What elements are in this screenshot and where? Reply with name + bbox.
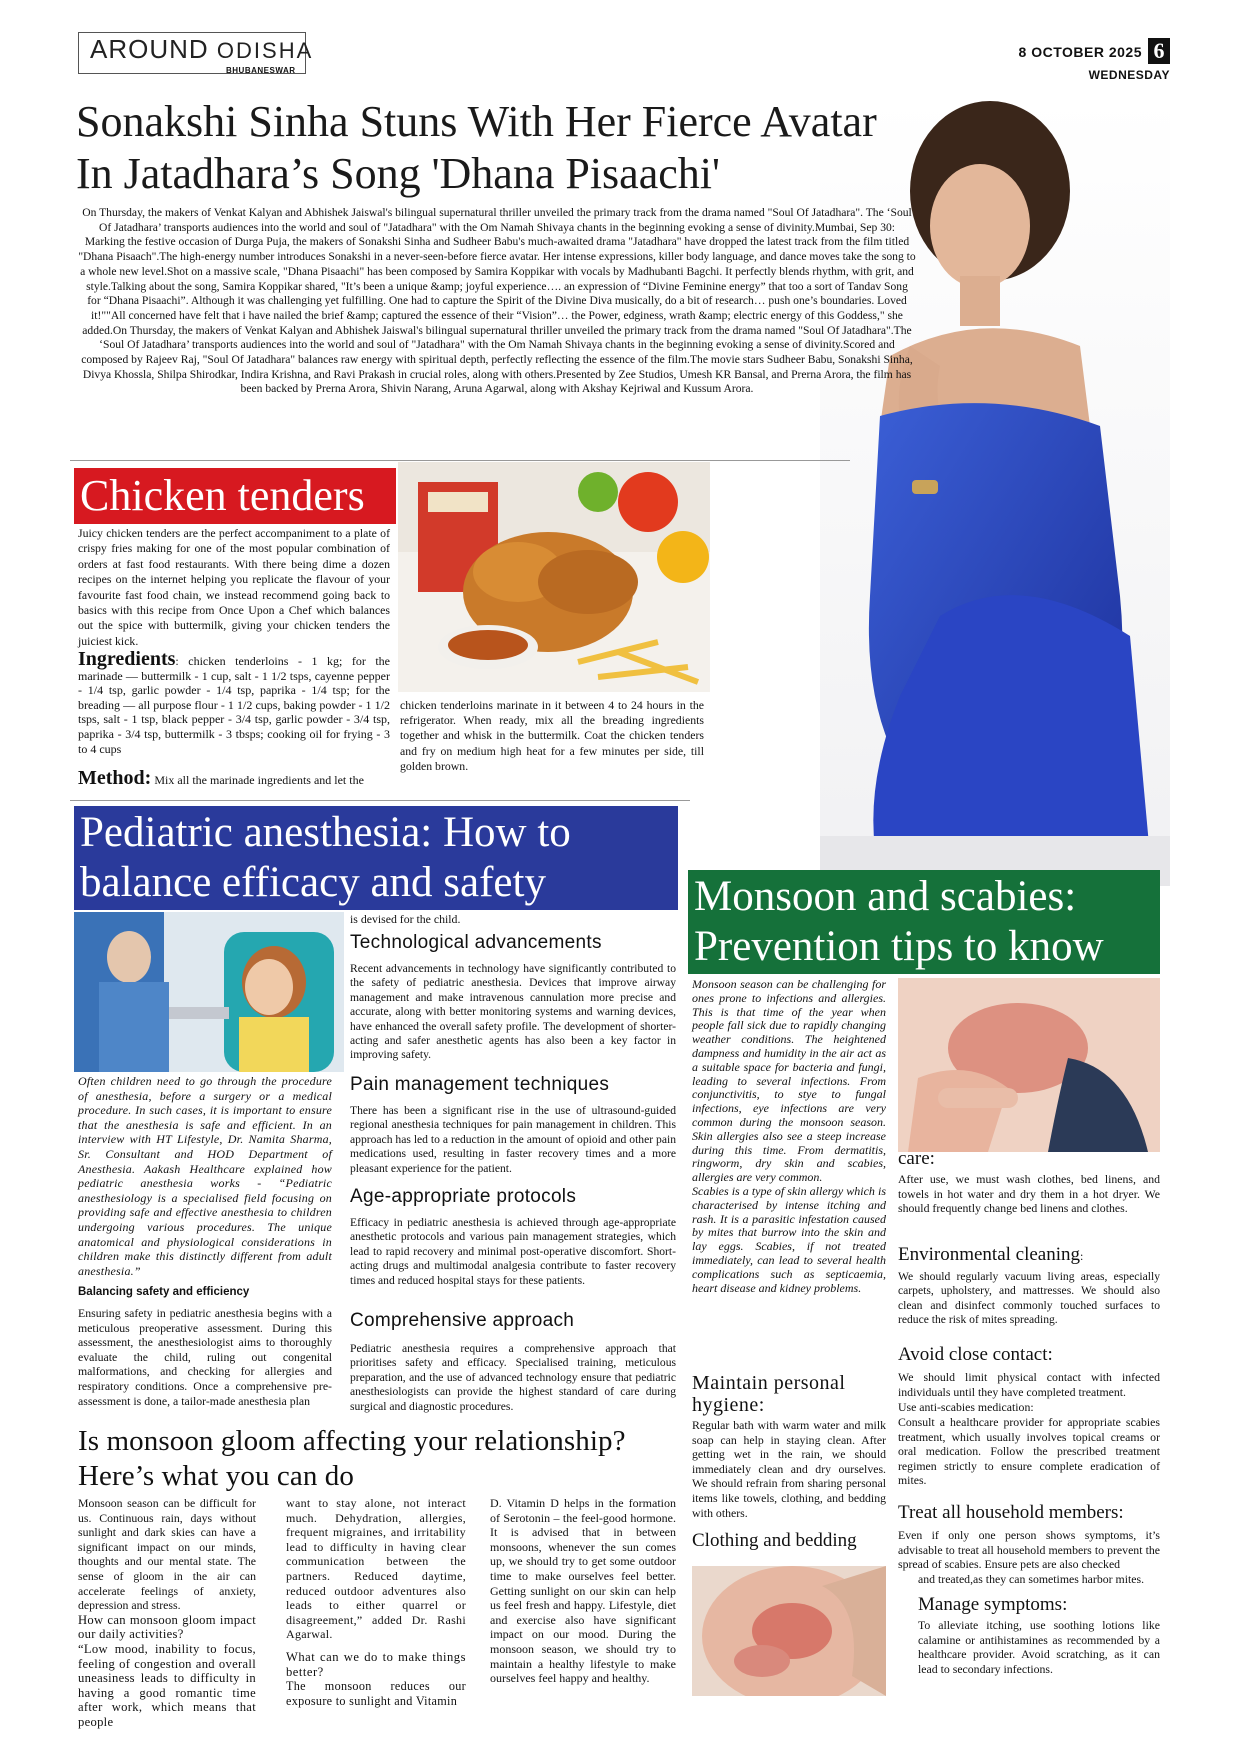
pediatric-photo (74, 912, 344, 1072)
divider-top (70, 460, 850, 461)
sonakshi-headline (76, 96, 936, 200)
scabies-intro2: Scabies is a type of skin allergy which is characterised by intense itching and rash. It is a parasitic infestation caused by mites that burrow into the skin and lay eggs. Scabies, if not treated immediately, can lead to several health complications such as septicaemia, heart disease and kidney problems. (692, 1183, 886, 1295)
scabies-intro: Monsoon season can be challenging for ones prone to infections and allergies. This is that time of the year when people fall sick due to rapidly changing weather conditions. The heightened dampness and humidity in the air act as a suitable space for bacteria and fungi, leading to several infections. From conjunctivitis, to stye to fungal infections, eye infections are very common during the monsoon season. Skin allergies also see a steep increase during this time. From dermatitis, ringworm, dry skin and scabies, allergies are very common. (692, 977, 886, 1185)
avoid-text: We should limit physical contact with infected individuals until they have completed treatment. (898, 1370, 1160, 1399)
manage-text: To alleviate itching, use soothing lotions like calamine or antihistamines as recommended by a healthcare provider. Avoid scratching, as it can lead to secondary infections. (918, 1618, 1160, 1676)
env-head (898, 1244, 1083, 1266)
chicken-intro: Juicy chicken tenders are the perfect accompaniment to a plate of crispy fries making for one of the most popular combination of orders at fast food restaurants. With there being dime a dozen recipes on the internet helping you replicate the flavour of your favourite fast food chain, we instead recommend going back to basics with this recipe from Once Upon a Chef which balances out the spice with buttermilk, giving your chicken tenders the juiciest kick. (78, 526, 390, 648)
env-head-text: Environmental cleaning (898, 1244, 1081, 1265)
env-head-colon: : (1080, 1249, 1084, 1263)
rash-photo-1 (898, 978, 1160, 1152)
care-text: After use, we must wash clothes, bed linens, and towels in hot water and dry them in a hot dryer. We should frequently change bed linens and clothes. (898, 1172, 1160, 1216)
env-text: We should regularly vacuum living areas, especially carpets, upholstery, and mattresses. We should also clean and disinfect commonly touched surfaces to reduce the risk of mites spreading. (898, 1270, 1160, 1327)
scabies-intro-block (692, 978, 886, 1295)
age-text: Efficacy in pediatric anesthesia is achieved through age-appropriate anesthetic protocols and various pain management strategies, which lead to rapid recovery and minimal post-operative discomfort. Short-acting drugs and multimodal analgesia contribute to faster recovery times and reduced hospital stays for these patients. (350, 1216, 676, 1287)
ingredients-label: Ingredients (78, 648, 176, 670)
pain-head: Pain management techniques (350, 1074, 610, 1095)
tech-head: Technological advancements (350, 932, 602, 953)
anti-head: Use anti-scabies medication: (898, 1400, 1034, 1414)
age-head: Age-appropriate protocols (350, 1186, 577, 1207)
chicken-headline: Chicken tenders (80, 471, 365, 520)
gloom-col2-text: want to stay alone, not interact much. Dehydration, allergies, frequent migraines, and irritability lead to difficulty in having clear communication between the partners. Reduced daytime, reduced outdoor adventures also leads to either quarrel or disagreement,” added Dr. Rashi Agarwal. (286, 1496, 466, 1642)
scabies-headline-bar (688, 870, 1160, 974)
treat-text: Even if only one person shows symptoms, it’s advisable to treat all household members to prevent the spread of scabies. Ensure pets are also checked (898, 1528, 1160, 1572)
weekday: WEDNESDAY (1088, 68, 1170, 82)
hygiene-text: Regular bath with warm water and milk soap can help in staying clean. After getting wet in the rain, we should immediately clean and dry ourselves. We should refrain from sharing personal items like towels, clothing, and bedding with others. (692, 1418, 886, 1520)
method-label: Method: (78, 767, 152, 789)
balancing-text: Ensuring safety in pediatric anesthesia begins with a meticulous preoperative assessment. During this assessment, the anesthesiologist aims to thoroughly evaluate the child, ruling out congenital malformations, and checking for allergies and respiratory conditions. Once a comprehensive pre-assessment is done, a tailor-made anesthesia plan (78, 1306, 332, 1408)
masthead-title (90, 34, 313, 65)
pediatric-headline-line2: balance efficacy and safety (80, 859, 546, 906)
scabies-headline (694, 870, 1160, 972)
gloom-col1 (78, 1496, 256, 1730)
gloom-col3 (490, 1496, 676, 1686)
treat-text-b: and treated,as they can sometimes harbor mites. (918, 1572, 1145, 1586)
page-number: 6 (1148, 38, 1170, 64)
clothing-head: Clothing and bedding (692, 1530, 857, 1551)
pediatric-intro: Often children need to go through the procedure of anesthesia, before a surgery or a medical procedure. In such cases, it is important to ensure that the anesthesia is safe and efficient. In an interview with HT Lifestyle, Dr. Namita Sharma, Sr. Consultant and HOD Department of Anesthesia. Aakash Healthcare explained how pediatric anesthesia works - “Pediatric anesthesiology is a specialised field focusing on providing safe and effective anesthesia to children undergoing various procedures. The unique anatomical and physiological considerations in children make this distinctly different from adult anesthesia.” (78, 1074, 332, 1278)
ingredients-text: : chicken tenderloins - 1 kg; for the marinade — buttermilk - 1 cup, salt - 1 1/2 tsps, cayenne pepper - 1/4 tsp, garlic powder - 1/4 tsp, paprika - 1/4 tsp; for the breading — all purpose flour - 1 1/2 cups, baking powder - 1 1/2 tsps, salt - 1 tsp, black pepper - 3/4 tsp, garlic powder - 3/4 tsp, paprika - 3/4 tsp, buttermilk - 3 tbsps; cooking oil for frying - 3 to 4 cups (78, 654, 390, 756)
masthead-subtitle: BHUBANESWAR (226, 66, 296, 75)
pediatric-cont: is devised for the child. (350, 912, 461, 926)
scabies-headline-line2: Prevention tips to know (694, 923, 1104, 970)
gloom-col2 (286, 1496, 466, 1708)
pediatric-headline-bar (74, 806, 678, 910)
gloom-headline-line1: Is monsoon gloom affecting your relationship? (78, 1425, 626, 1457)
sonakshi-headline-line2: In Jatadhara’s Song 'Dhana Pisaachi' (76, 149, 720, 198)
gloom-col2-text-b: The monsoon reduces our exposure to sunlight and Vitamin (286, 1679, 466, 1708)
hygiene-head: Maintain personal hygiene: (692, 1372, 846, 1416)
gloom-col1-question: How can monsoon gloom impact our daily activities? (78, 1612, 256, 1642)
gloom-headline (78, 1424, 688, 1494)
comp-text: Pediatric anesthesia requires a comprehensive approach that prioritises safety and efficacy. Specialised training, meticulous preparation, and the use of advanced technology ensure that pediatric anesthesiologists can provide the highest standard of care during surgical and diagnostic procedures. (350, 1342, 676, 1413)
rash-photo-2 (692, 1566, 886, 1696)
sonakshi-headline-line1: Sonakshi Sinha Stuns With Her Fierce Avatar (76, 97, 877, 146)
chicken-ingredients (78, 648, 390, 756)
gloom-headline-line2: Here’s what you can do (78, 1460, 355, 1492)
divider-mid (70, 800, 690, 801)
scabies-headline-line1: Monsoon and scabies: (694, 873, 1077, 920)
pain-text: There has been a significant rise in the use of ultrasound-guided regional anesthesia techniques for pain management in children. This approach has led to a reduction in the amount of opioid and other pain medications used, resulting in faster recovery times and a more pleasant experience for the patient. (350, 1104, 676, 1175)
comp-head: Comprehensive approach (350, 1310, 575, 1331)
sonakshi-body: On Thursday, the makers of Venkat Kalyan and Abhishek Jaiswal's bilingual supernatural thriller unveiled the primary track from the drama named "Soul Of Jatadhara". The ‘Soul Of Jatadhara’ transports audiences into the world and soul of "Jatadhara" with the Om Namah Shivaya chants in the beginning evoking a sense of divinity.Mumbai, Sep 30: Marking the festive occasion of Durga Puja, the makers of Sonakshi Sinha and Sudheer Babu's much-awaited drama "Jatadhara" have dropped the latest track from the film titled "Dhana Pisaach".The high-energy number introduces Sonakshi in a never-seen-before fierce avatar. Her intense expressions, killer body language, and dance moves take the song to a whole new level.Shot on a massive scale, "Dhana Pisaachi" has been composed by Samira Koppikar with vocals by Madhubanti Bagchi. It perfectly blends rhythm, with grit, and style.Talking about the song, Samira Koppikar shared, "It’s been a unique &amp; joyful experience…. an expression of “Divine Feminine energy” that too a sort of Tandav Song for “Dhana Pisaachi”. Although it was challenging yet fulfilling. One had to capture the Spirit of the Divine Diva musically, do a bit of research… push one’s boundaries. Loved it!""All concerned have felt that i have nailed the brief &amp; captured the essence of their “Vision”… the Power, edginess, wrath &amp; electric energy of this Goddess," she added.On Thursday, the makers of Venkat Kalyan and Abhishek Jaiswal's bilingual supernatural thriller unveiled the primary track from the drama named "Soul Of Jatadhara".The ‘Soul Of Jatadhara’ transports audiences into the world and soul of "Jatadhara" with the Om Namah Shivaya chants in the beginning evoking a sense of divinity.Scored and composed by Rajeev Raj, "Soul Of Jatadhara" balances raw energy with spiritual depth, perfectly reflecting the essence of the film.The movie stars Sudheer Babu, Sonakshi Sinha, Divya Khossla, Shilpa Shirodkar, Indira Krishna, and Ravi Prakash in crucial roles, along with others.Presented by Zee Studios, Umesh KR Bansal, and Prerna Arora, the film has been backed by Prerna Arora, Shivin Narang, Aruna Agarwal, along with Akshay Kejriwal and Kussum Arora. (78, 206, 916, 396)
masthead-title-b: ODISHA (216, 38, 314, 63)
treat-head: Treat all household members: (898, 1502, 1124, 1523)
balancing-head: Balancing safety and efficiency (78, 1286, 250, 1298)
issue-date: 8 OCTOBER 2025 (1018, 44, 1142, 60)
avoid-head: Avoid close contact: (898, 1344, 1053, 1365)
chicken-photo (398, 462, 710, 692)
care-head: care: (898, 1148, 935, 1169)
chicken-headline-bar (74, 468, 396, 524)
chicken-method-cont: chicken tenderloins marinate in it between 4 to 24 hours in the refrigerator. When ready, mix all the breading ingredients together and whisk in the buttermilk. Coat the chicken tenders and fry on medium high heat for a few minutes per side, till golden brown. (400, 698, 704, 773)
gloom-col1-text-b: “Low mood, inability to focus, feeling of congestion and overall uneasiness leads to difficulty in having a good romantic time after work, which means that people (78, 1641, 256, 1729)
masthead-title-a: AROUND (90, 34, 209, 64)
pediatric-headline-line1: Pediatric anesthesia: How to (80, 809, 571, 856)
pediatric-headline (80, 806, 678, 908)
gloom-col1-text: Monsoon season can be difficult for us. Continuous rain, days without sunlight and dark skies can have a significant impact on our minds, thoughts and our mental state. The sense of gloom in the air can accelerate feelings of anxiety, depression and stress. (78, 1496, 256, 1613)
chicken-method (78, 767, 398, 789)
method-text: Mix all the marinade ingredients and let the (151, 773, 364, 787)
manage-head: Manage symptoms: (918, 1594, 1068, 1615)
gloom-col2-question: What can we do to make things better? (286, 1649, 466, 1679)
tech-text: Recent advancements in technology have significantly contributed to the safety of pediatric anesthesia. Devices that improve airway management and make intravenous cannulation more precise and accurate, along with better monitoring systems and warning devices, have enhanced the overall safety profile. The development of shorter-acting and safer anesthetic agents has also been a key factor in improving safety. (350, 962, 676, 1062)
anti-text: Consult a healthcare provider for appropriate scabies treatment, which usually involves topical creams or oral medication. Follow the prescribed treatment regimen strictly to ensure complete eradication of mites. (898, 1415, 1160, 1488)
gloom-col3-text: D. Vitamin D helps in the formation of Serotonin – the feel-good hormone. It is advised that in between monsoons, whenever the sun comes up, we should try to get some outdoor time to make ourselves feel better. Getting sunlight on our skin can help us feel fresh and happy. Lifestyle, diet and exercise also have significant impact on our mood. During the monsoon season, we should try to maintain a healthy lifestyle to make ourselves feel happy and healthy. (490, 1496, 676, 1686)
